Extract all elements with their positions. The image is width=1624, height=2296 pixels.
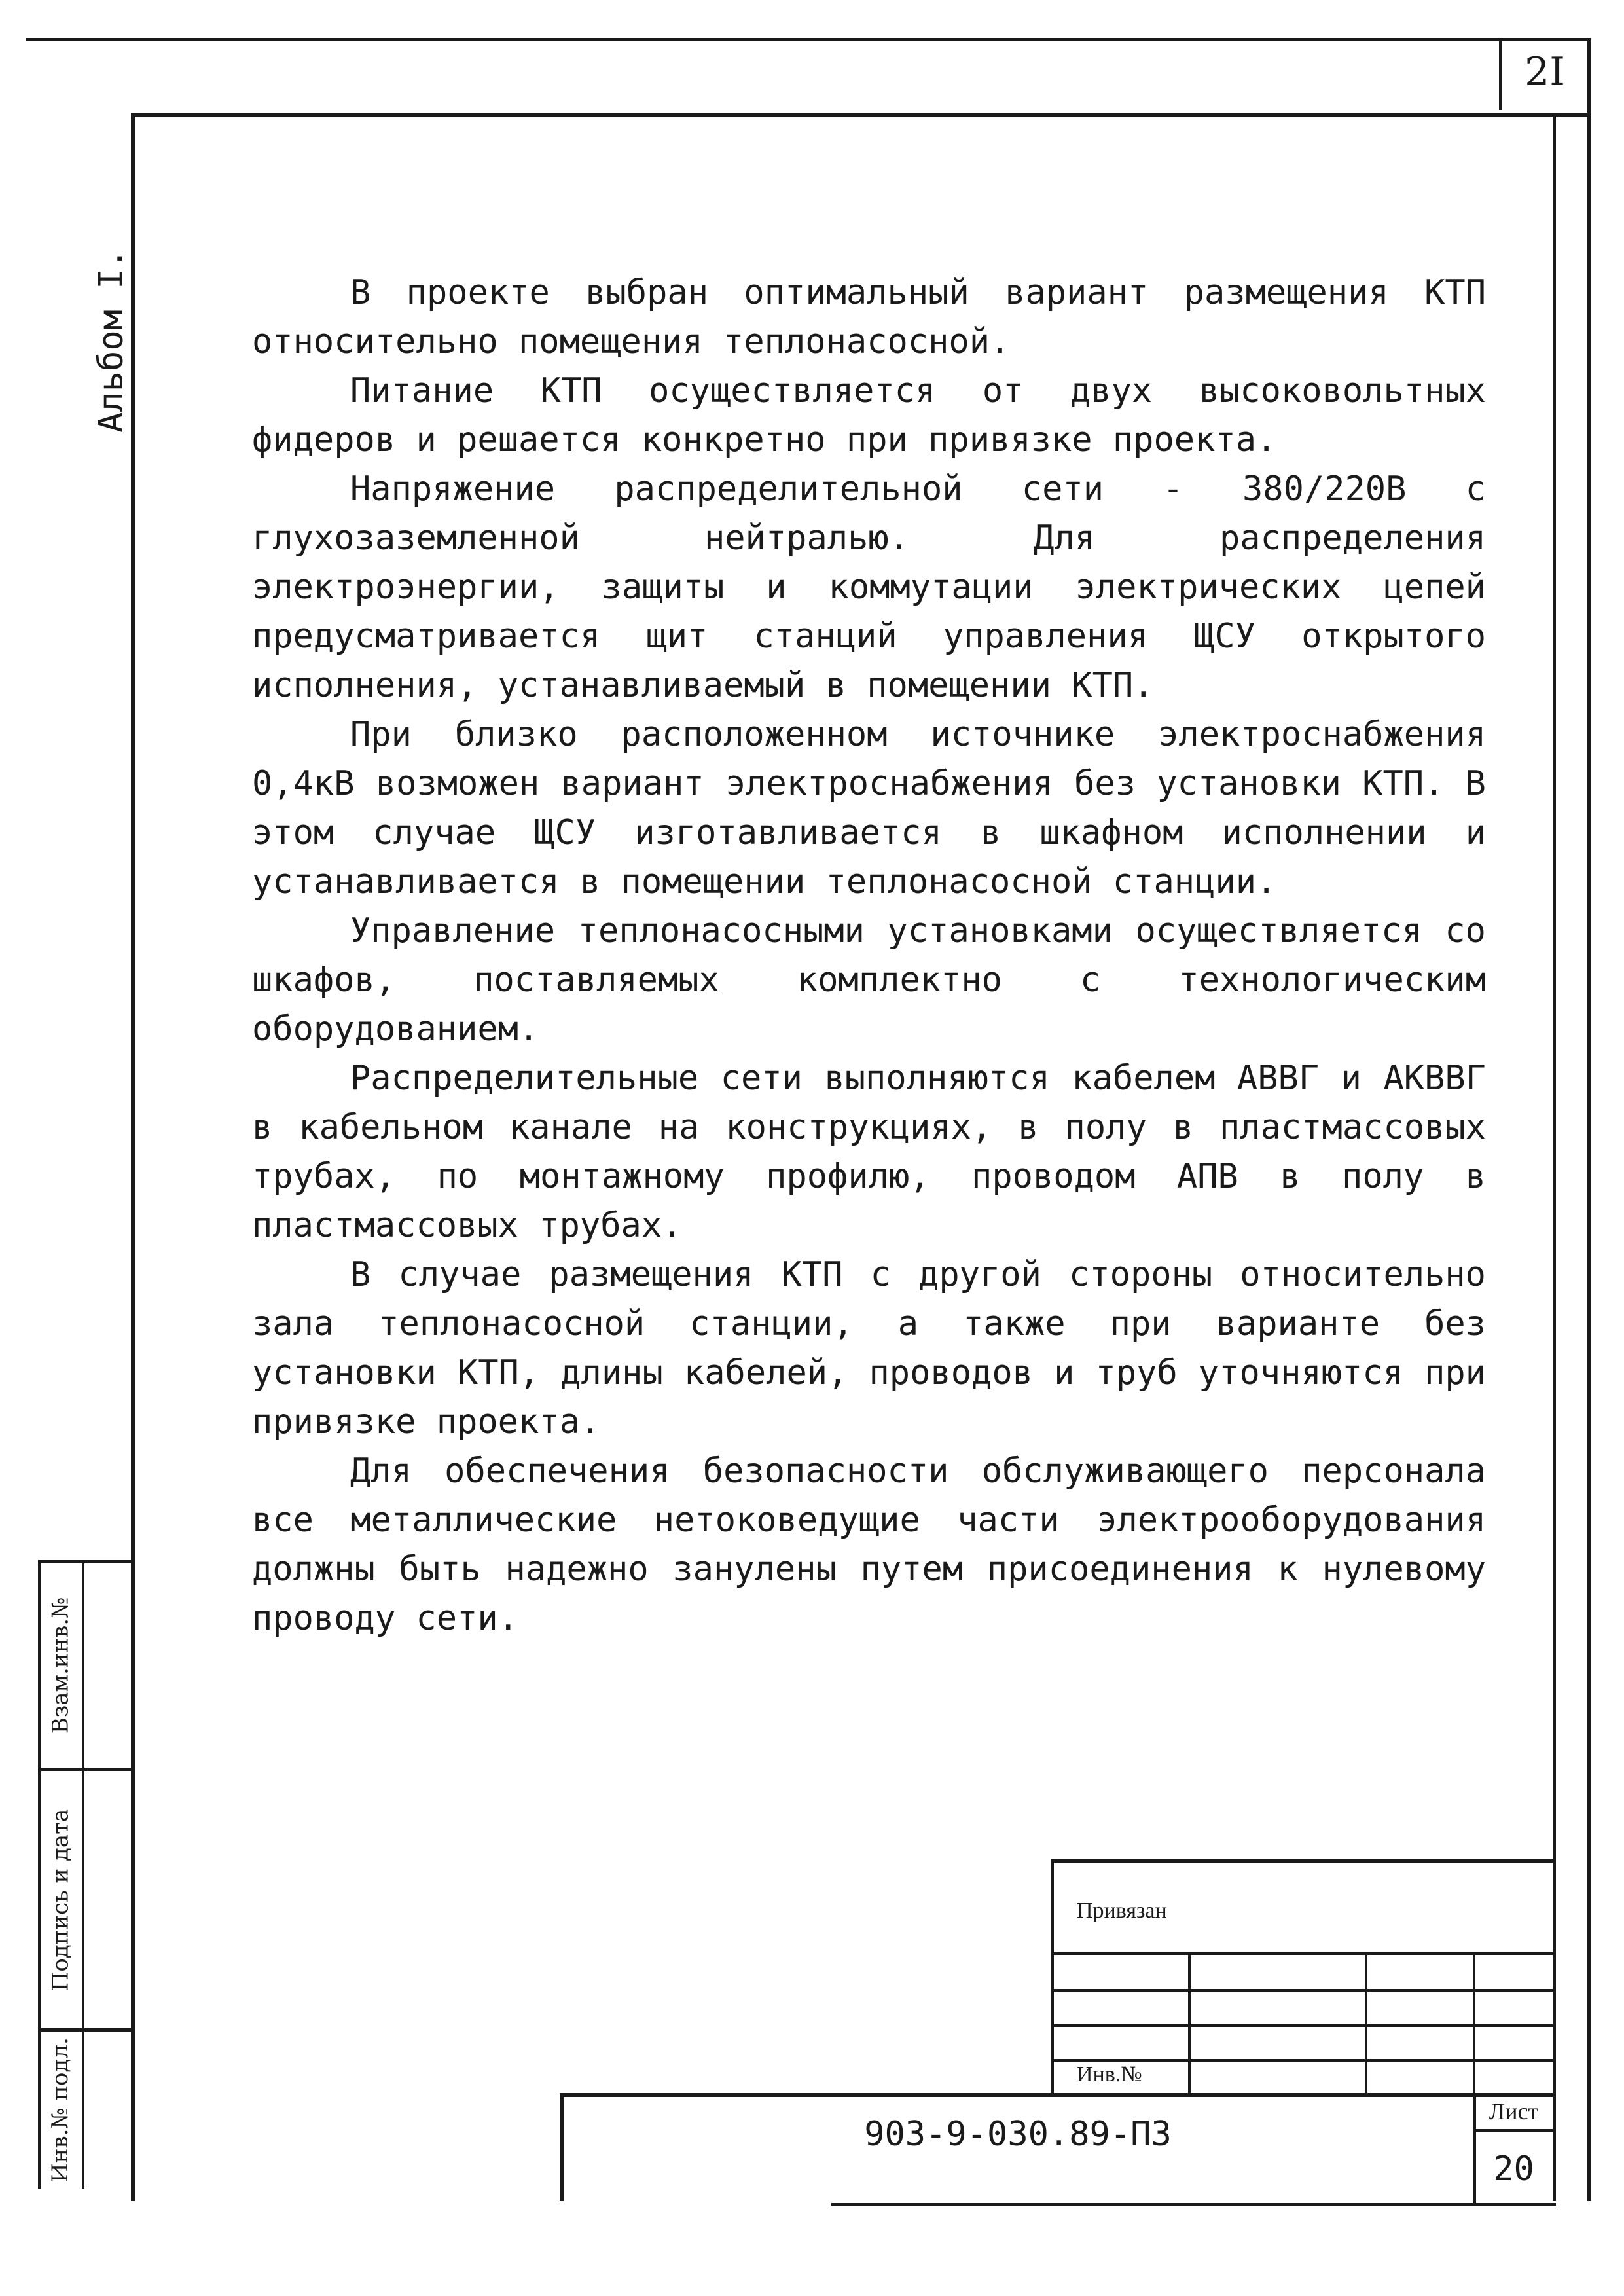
document-code: 903-9-030.89-ПЗ [864,2115,1172,2154]
paragraph: Питание КТП осуществляется от двух высоковольтных фидеров и решается конкретно при привязке проекта. [252,371,1486,460]
stamp-col-3 [1473,1952,1475,2095]
paragraph: В проекте выбран оптимальный вариант размещения КТП относительно помещения теплонасосной. [252,273,1486,361]
paragraph: В случае размещения КТП с другой стороны относительно зала теплонасосной станции, а также при варианте без установки КТП, длины кабелей, проводов и труб уточняются при привязке проекта. [252,1255,1486,1442]
stamp-row-3 [1051,2024,1556,2027]
body-text [252,268,1486,1643]
page-number-box-right [1587,38,1591,110]
side-table-divider [82,1560,84,2189]
sheet-label: Лист [1489,2098,1539,2124]
sheet-number: 20 [1493,2149,1534,2189]
stamp-top [1051,1859,1556,1863]
title-block-bottom [831,2203,1556,2206]
inventory-label: Инв.№ [1077,2062,1142,2086]
frame-left [131,113,135,2201]
top-rule [26,38,1591,41]
bound-label: Привязан [1077,1899,1167,1923]
frame-top [131,113,1591,117]
original-inventory-label: Инв.№ подл. [47,2037,73,2183]
frame-right-outer [1587,110,1591,2201]
stamp-row-1 [1051,1952,1556,1955]
stamp-row-2 [1051,1989,1556,1992]
signature-date-label: Подпись и дата [47,1808,73,1991]
frame-right-inner [1553,113,1556,2201]
stamp-col-2 [1365,1952,1367,2095]
stamp-col-1 [1188,1952,1191,2095]
paragraph: Напряжение распределительной сети - 380/220В с глухозаземленной нейтралью. Для распределения электроэнергии, защиты и коммутации электрических цепей предусматривается щит станций управления ЩСУ открытого исполнения, устанавливаемый в помещении КТП. [252,469,1486,705]
swap-inventory-label: Взам.инв.№ [47,1597,73,1734]
paragraph: Для обеспечения безопасности обслуживающего персонала все металлические нетоковедущие части электрооборудования должны быть надежно занулены путем присоединения к нулевому проводу сети. [252,1451,1486,1638]
paragraph: При близко расположенном источнике электроснабжения 0,4кВ возможен вариант электроснабжения без установки КТП. В этом случае ЩСУ изготавливается в шкафном исполнении и устанавливается в помещении теплонасосной станции. [252,715,1486,902]
album-label: Альбом I. [92,248,131,433]
paragraph: Распределительные сети выполняются кабелем АВВГ и АКВВГ в кабельном канале на конструкциях, в полу в пластмассовых трубах, по монтажному профилю, проводом АПВ в полу в пластмассовых трубах. [252,1059,1486,1245]
page-number: 2I [1525,49,1565,95]
stamp-row-4 [1051,2059,1556,2062]
paragraph: Управление теплонасосными установками осуществляется со шкафов, поставляемых комплектно с технологическим оборудованием. [252,911,1486,1049]
